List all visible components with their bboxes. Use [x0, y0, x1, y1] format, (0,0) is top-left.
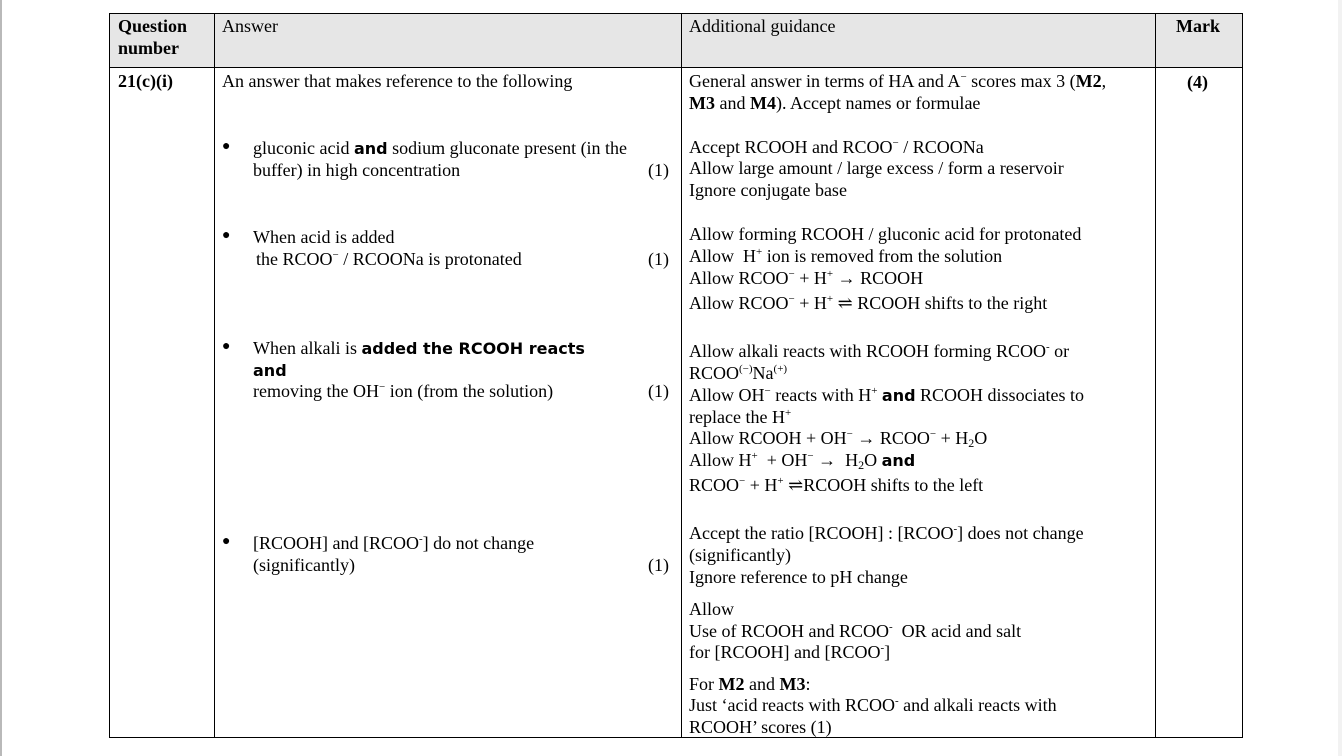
mark-point-2: (1) [648, 249, 669, 269]
guidance-point-4-line-9: RCOOH’ scores (1) [689, 717, 832, 737]
answer-point-1-line-2: buffer) in high concentration [253, 160, 461, 180]
column-divider-3 [1155, 14, 1156, 737]
guidance-point-4-line-1: Accept the ratio [RCOOH] : [RCOO-] does not change [689, 523, 1084, 543]
answer-point-4-line-1: [RCOOH] and [RCOO-] do not change [253, 533, 535, 553]
guidance-point-4-line-4: Allow [689, 599, 734, 619]
answer-point-4-line-2: (significantly) [253, 555, 355, 575]
guidance-point-1-line-3: Ignore conjugate base [689, 180, 847, 200]
guidance-point-4-line-6: for [RCOOH] and [RCOO-] [689, 642, 891, 662]
column-divider-2 [681, 14, 682, 737]
header-answer: Answer [222, 16, 278, 36]
bullet-point-3: ● [222, 339, 231, 354]
bullet-point-1: ● [222, 139, 231, 154]
total-mark: (4) [1187, 72, 1208, 92]
answer-intro: An answer that makes reference to the following [222, 71, 573, 91]
answer-point-3-line-3: removing the OH− ion (from the solution) [253, 381, 554, 401]
guidance-point-3-line-5: Allow RCOOH + OH− → RCOO− + $H_2O$ [689, 428, 988, 450]
guidance-point-2-line-3: Allow RCOO− + H+ → RCOOH [689, 268, 924, 288]
header-mark: Mark [1176, 16, 1220, 36]
header-question-number: Question number [118, 16, 188, 58]
guidance-point-3-line-3: Allow OH− reacts with H+ and RCOOH dissociates to [689, 385, 1085, 405]
guidance-point-3-line-1: Allow alkali reacts with RCOOH forming RCOO- or [689, 341, 1070, 361]
bullet-point-2: ● [222, 228, 231, 243]
guidance-point-3-line-6: Allow $H^+ + OH^- \to H_2O$ and [689, 450, 916, 472]
guidance-point-1-line-1: Accept RCOOH and RCOO− / RCOONa [689, 137, 984, 157]
answer-point-1-line-1: gluconic acid and sodium gluconate present (in the [253, 138, 628, 158]
guidance-point-4-line-8: Just ‘acid reacts with RCOO- and alkali reacts with [689, 695, 1057, 715]
answer-point-2-line-1: When acid is added [253, 227, 395, 247]
guidance-point-4-line-5: Use of RCOOH and RCOO- OR acid and salt [689, 621, 1022, 641]
header-guidance: Additional guidance [689, 16, 836, 36]
answer-point-2-line-2: the RCOO− / RCOONa is protonated [256, 249, 522, 269]
guidance-point-2-line-4: Allow RCOO− + H+ ⇌ RCOOH shifts to the right [689, 293, 1048, 313]
guidance-point-1-line-2: Allow large amount / large excess / form a reservoir [689, 158, 1064, 178]
mark-point-4: (1) [648, 555, 669, 575]
guidance-point-4-line-7: For M2 and M3: [689, 674, 811, 694]
bullet-point-4: ● [222, 534, 231, 549]
mark-scheme-table [109, 13, 1243, 738]
guidance-point-3-line-2: RCOO(−)Na(+) [689, 363, 788, 383]
column-divider-1 [214, 14, 215, 737]
mark-point-3: (1) [648, 381, 669, 401]
guidance-point-2-line-1: Allow forming RCOOH / gluconic acid for protonated [689, 224, 1082, 244]
guidance-intro-line-1: General answer in terms of HA and A− scores max 3 (M2, [689, 71, 1107, 91]
guidance-point-3-line-7: RCOO− + H+ ⇌RCOOH shifts to the left [689, 475, 984, 495]
guidance-point-4-line-2: (significantly) [689, 545, 791, 565]
scrollbar-track[interactable] [1338, 0, 1342, 756]
guidance-point-4-line-3: Ignore reference to pH change [689, 567, 908, 587]
answer-point-3-line-2: and [253, 361, 287, 380]
guidance-point-3-line-4: replace the H+ [689, 407, 792, 427]
table-header-row [110, 14, 1242, 68]
question-number: 21(c)(i) [118, 71, 173, 91]
mark-point-1: (1) [648, 160, 669, 180]
guidance-intro-line-2: M3 and M4). Accept names or formulae [689, 93, 981, 113]
answer-point-3-line-1: When alkali is added the RCOOH reacts [253, 338, 585, 358]
window-left-edge [0, 0, 2, 756]
guidance-point-2-line-2: Allow H+ ion is removed from the solution [689, 246, 1003, 266]
